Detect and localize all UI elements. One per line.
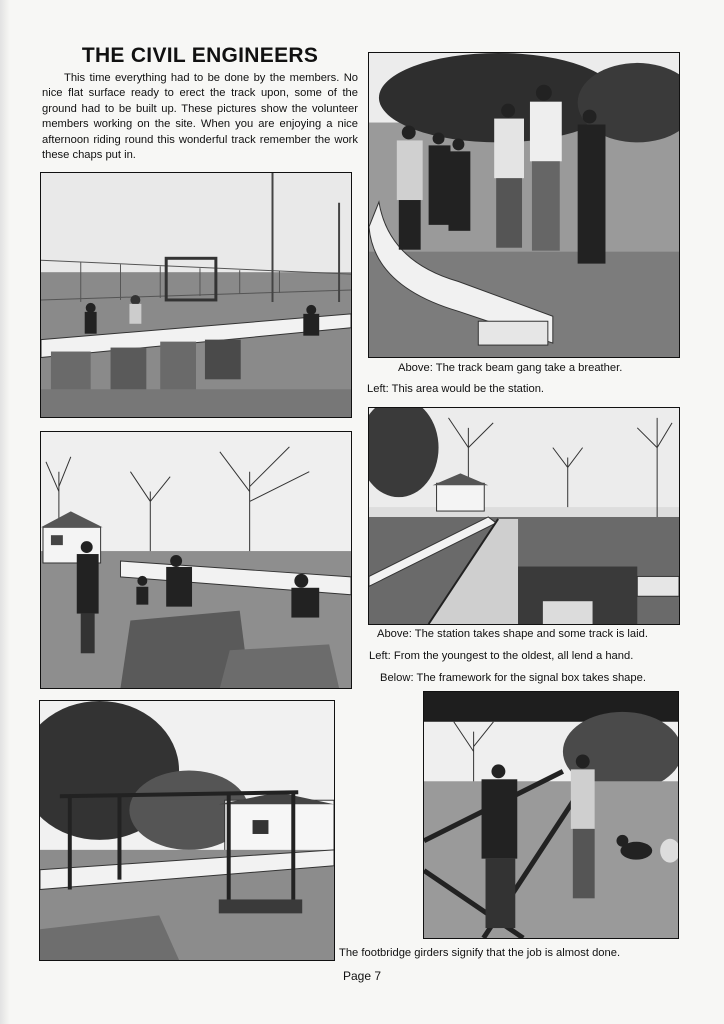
caption-footbridge: The footbridge girders signify that the job is almost done. (339, 947, 621, 959)
page-number: Page 7 (342, 969, 382, 983)
page-binding-edge (0, 0, 10, 1024)
photo-station-shape (368, 407, 680, 625)
caption-beam-gang: Above: The track beam gang take a breather. (398, 362, 623, 374)
photo-signal-box (39, 700, 335, 961)
article-intro: This time everything had to be done by the members. No nice flat surface ready to erect the track upon, some of the ground had to be built up. These pictures show the volunteer members working on the site. When you are enjoying a nice afternoon riding round this wonderful track remember the work these chaps put in. (42, 72, 358, 162)
caption-station-shape: Above: The station takes shape and some track is laid. (377, 628, 648, 640)
photo-footbridge (423, 691, 679, 939)
caption-signal-box: Below: The framework for the signal box takes shape. (380, 672, 646, 684)
article-title: THE CIVIL ENGINEERS (81, 44, 319, 67)
caption-all-lend-hand: Left: From the youngest to the oldest, all lend a hand. (369, 650, 634, 662)
photo-station-area (40, 172, 352, 418)
caption-station-area: Left: This area would be the station. (367, 383, 545, 395)
photo-all-lend-hand (40, 431, 352, 689)
photo-beam-gang (368, 52, 680, 358)
